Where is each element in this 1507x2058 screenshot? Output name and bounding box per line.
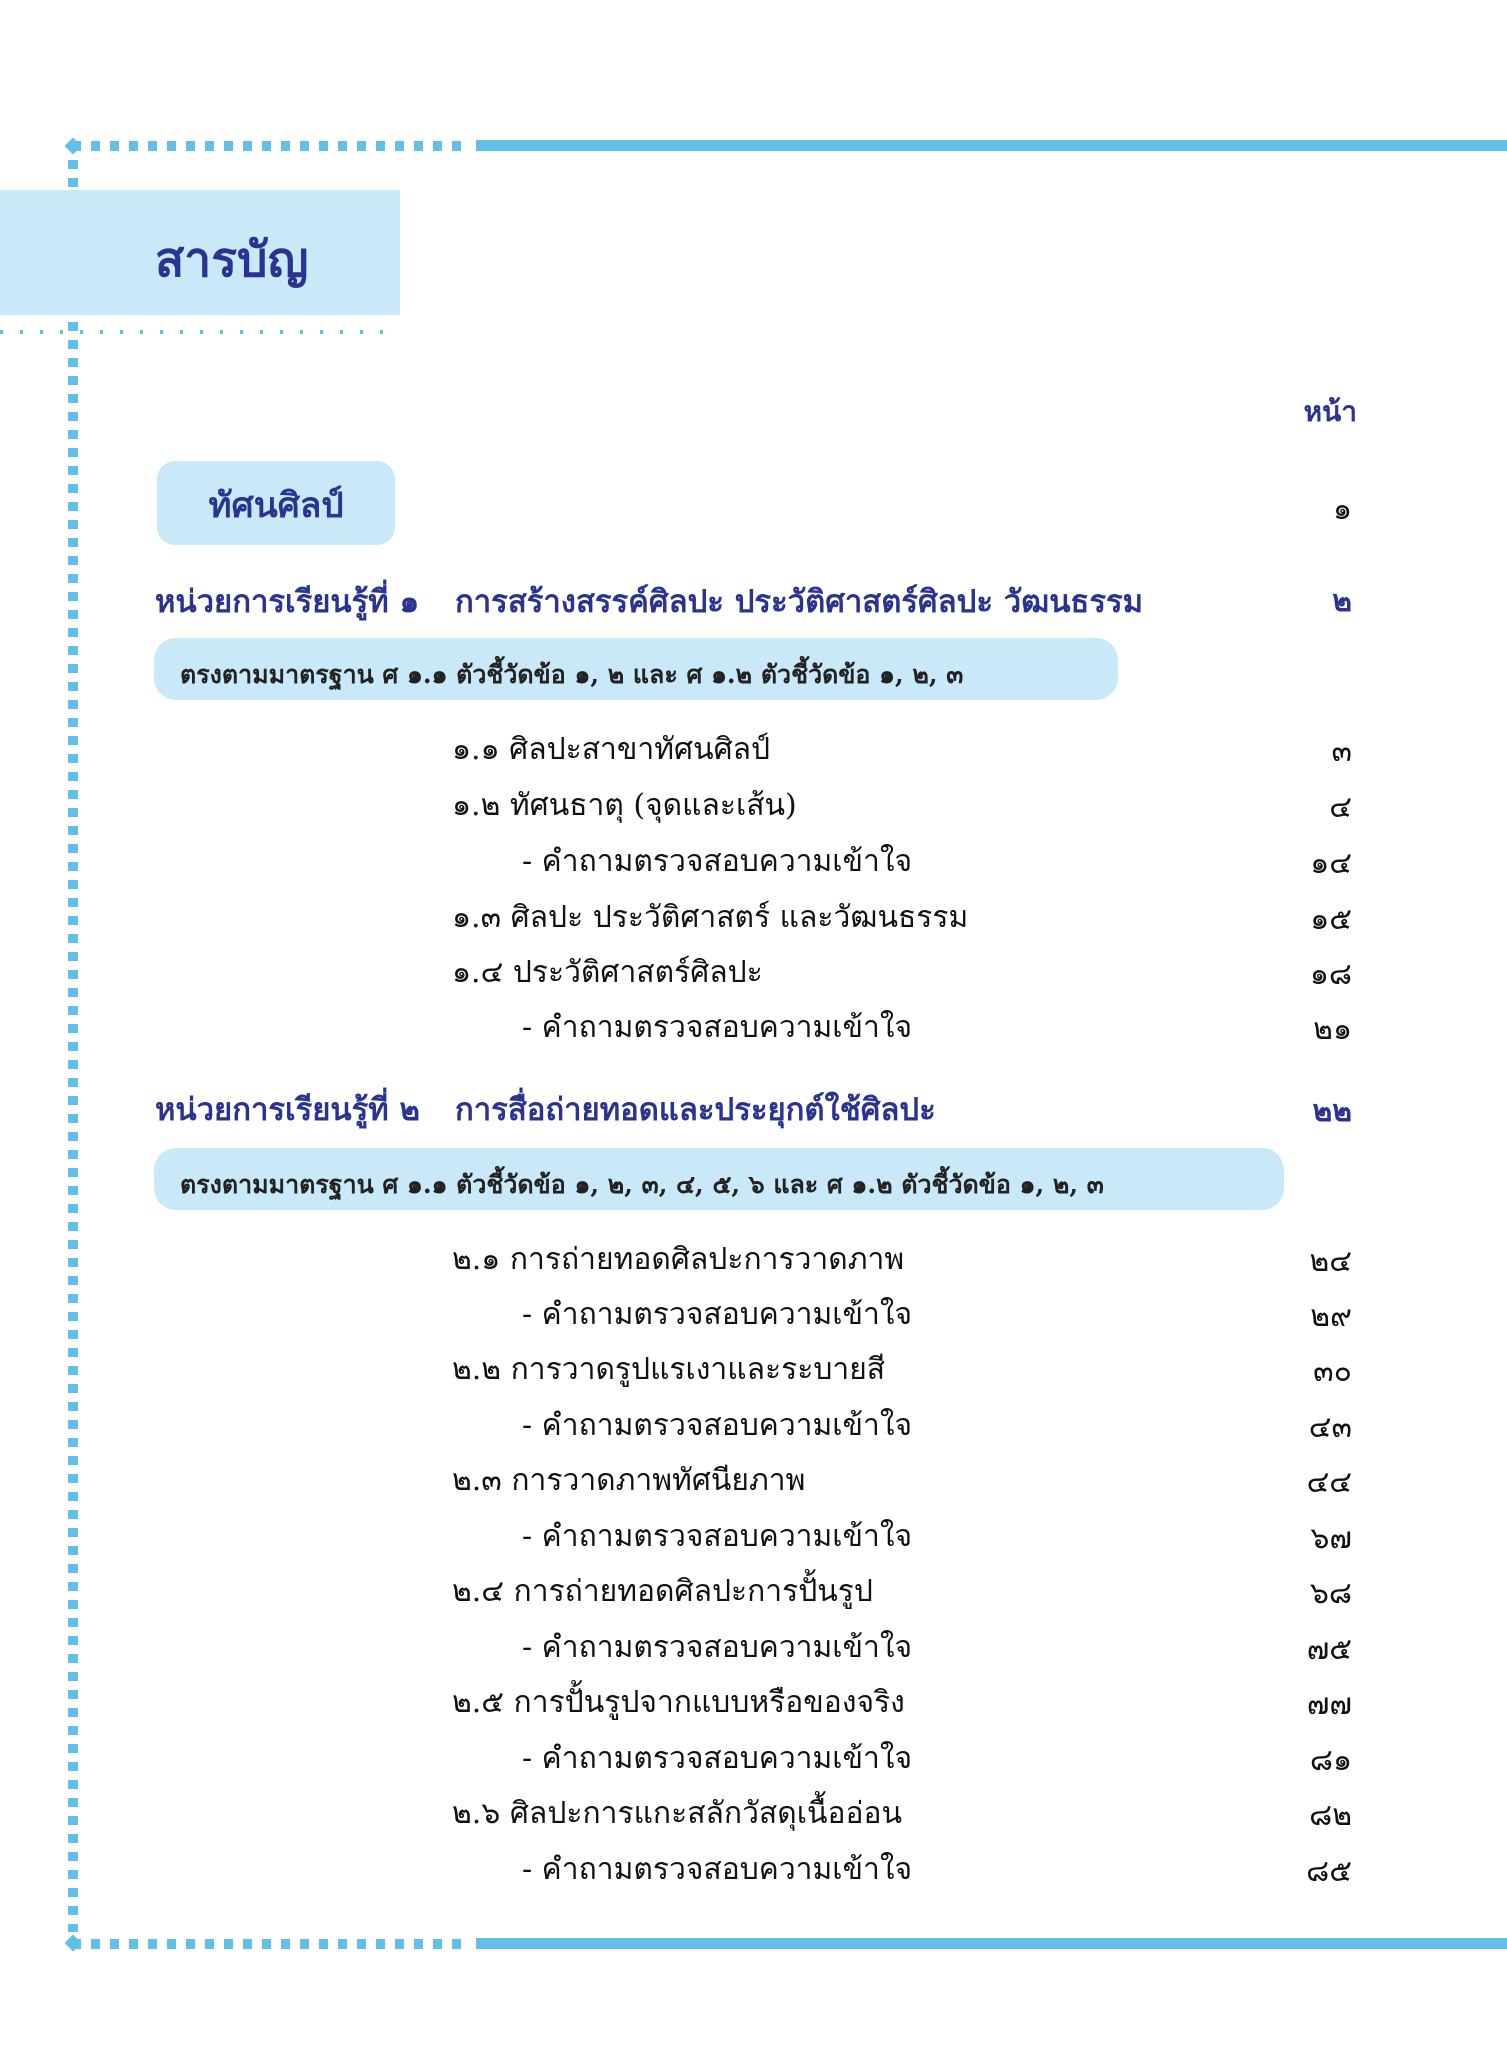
toc-entry: ๑.๒ ทัศนธาตุ (จุดและเส้น) (452, 788, 797, 823)
toc-entry: ๑.๑ ศิลปะสาขาทัศนศิลป์ (452, 732, 771, 767)
bottom-solid-border (476, 1938, 1507, 1949)
toc-question-entry: - คำถามตรวจสอบความเข้าใจ (522, 844, 913, 879)
toc-page: ๒๔ (1309, 1244, 1352, 1279)
toc-entry: ๒.๕ การปั้นรูปจากแบบหรือของจริง (452, 1685, 905, 1720)
title-dotted-underline (0, 330, 400, 334)
page-column-header: หน้า (1303, 395, 1357, 428)
toc-entry: ๒.๑ การถ่ายทอดศิลปะการวาดภาพ (452, 1242, 905, 1277)
unit-2-standard: ตรงตามมาตรฐาน ศ ๑.๑ ตัวชี้วัดข้อ ๑, ๒, ๓, ๔, ๕, ๖ และ ศ ๑.๒ ตัวชี้วัดข้อ ๑, ๒, ๓ (180, 1170, 1104, 1199)
toc-question-entry: - คำถามตรวจสอบความเข้าใจ (522, 1010, 913, 1045)
toc-entry: ๒.๔ การถ่ายทอดศิลปะการปั้นรูป (452, 1574, 873, 1609)
unit-1-standard: ตรงตามมาตรฐาน ศ ๑.๑ ตัวชี้วัดข้อ ๑, ๒ และ ศ ๑.๒ ตัวชี้วัดข้อ ๑, ๒, ๓ (180, 660, 964, 689)
bottom-dashed-border (72, 1939, 470, 1949)
toc-page: ๗๗ (1306, 1687, 1352, 1722)
toc-entry: ๒.๓ การวาดภาพทัศนียภาพ (452, 1463, 806, 1498)
toc-page: ๔๓ (1308, 1410, 1352, 1445)
toc-entry: ๑.๓ ศิลปะ ประวัติศาสตร์ และวัฒนธรรม (452, 900, 969, 935)
unit-2-heading (155, 1084, 936, 1134)
toc-page: ๖๗ (1310, 1521, 1352, 1556)
section-label: ทัศนศิลป์ (208, 485, 344, 526)
unit-1-label: หน่วยการเรียนรู้ที่ ๑ (155, 584, 420, 620)
toc-question-entry: - คำถามตรวจสอบความเข้าใจ (522, 1297, 913, 1332)
toc-page: ๖๘ (1309, 1576, 1352, 1611)
toc-page: ๘๑ (1309, 1743, 1352, 1778)
toc-entry: ๑.๔ ประวัติศาสตร์ศิลปะ (452, 955, 763, 990)
toc-page: ๑๕ (1310, 902, 1352, 937)
unit-1-heading (155, 576, 1143, 626)
toc-page: ๔๔ (1306, 1465, 1352, 1500)
toc-page: ๒๑ (1313, 1012, 1352, 1047)
toc-entry: ๒.๒ การวาดรูปแรเงาและระบายสี (452, 1352, 886, 1387)
left-dashed-border (68, 160, 78, 1932)
unit-2-label: หน่วยการเรียนรู้ที่ ๒ (155, 1092, 420, 1128)
top-dashed-border (72, 141, 470, 151)
unit-2-page: ๒๒ (1312, 1094, 1352, 1129)
unit-1-title: การสร้างสรรค์ศิลปะ ประวัติศาสตร์ศิลปะ วัฒนธรรม (455, 584, 1144, 620)
toc-question-entry: - คำถามตรวจสอบความเข้าใจ (522, 1630, 913, 1665)
toc-page: ๑๔ (1310, 846, 1352, 881)
toc-page: ๒๙ (1310, 1299, 1352, 1334)
toc-question-entry: - คำถามตรวจสอบความเข้าใจ (522, 1519, 913, 1554)
section-page: ๑ (1332, 492, 1352, 527)
toc-entry: ๒.๖ ศิลปะการแกะสลักวัสดุเนื้ออ่อน (452, 1796, 903, 1831)
page-title: สารบัญ (155, 232, 309, 288)
unit-1-page: ๒ (1332, 584, 1352, 619)
unit-2-title: การสื่อถ่ายทอดและประยุกต์ใช้ศิลปะ (455, 1092, 936, 1128)
toc-page: ๓๐ (1313, 1354, 1352, 1389)
top-solid-border (476, 140, 1507, 151)
toc-question-entry: - คำถามตรวจสอบความเข้าใจ (522, 1741, 913, 1776)
toc-page: ๗๕ (1306, 1632, 1352, 1667)
toc-page: ๑๘ (1309, 957, 1352, 992)
toc-page: ๘๒ (1309, 1798, 1352, 1833)
toc-question-entry: - คำถามตรวจสอบความเข้าใจ (522, 1408, 913, 1443)
toc-page: ๔ (1329, 790, 1352, 825)
toc-question-entry: - คำถามตรวจสอบความเข้าใจ (522, 1852, 913, 1887)
toc-page: ๓ (1331, 734, 1352, 769)
toc-page: ๘๕ (1306, 1854, 1352, 1889)
